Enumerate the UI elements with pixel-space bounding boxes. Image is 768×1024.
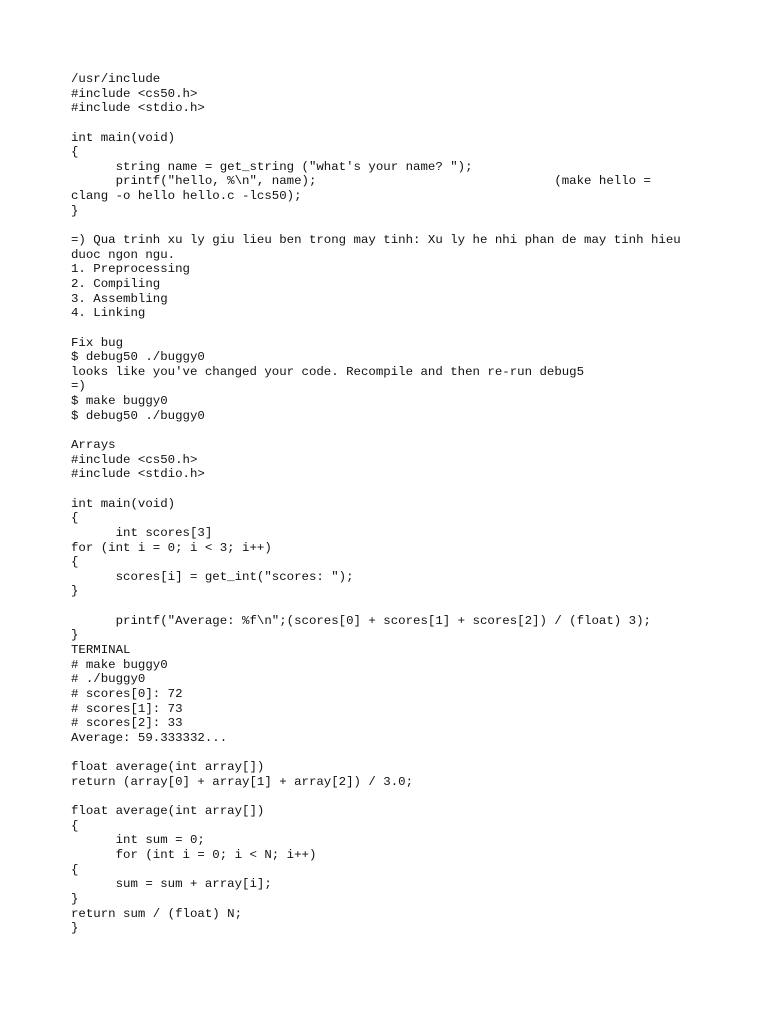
blank-line xyxy=(71,321,751,336)
text-line: sum = sum + array[i]; xyxy=(71,877,272,892)
text-line: { xyxy=(71,511,79,526)
text-line: int main(void) xyxy=(71,496,176,511)
text-line: float average(int array[]) xyxy=(71,804,265,819)
text-line: # scores[0]: 72 xyxy=(71,686,183,701)
blank-line xyxy=(71,789,751,804)
text-line: } xyxy=(71,628,79,643)
text-line: /usr/include xyxy=(71,72,161,86)
text-line: $ make buggy0 xyxy=(71,394,168,409)
blank-line xyxy=(71,218,751,233)
text-line: =) xyxy=(71,379,86,394)
text-line: float average(int array[]) xyxy=(71,760,265,775)
blank-line xyxy=(71,599,751,614)
text-line: } xyxy=(71,203,79,218)
blank-line xyxy=(71,116,751,131)
text-line: int sum = 0; xyxy=(71,833,205,848)
text-line: int scores[3] xyxy=(71,525,213,540)
text-line: printf("hello, %\n", name); (make hello = xyxy=(71,174,651,189)
text-line: duoc ngon ngu. xyxy=(71,247,176,262)
text-line: 1. Preprocessing xyxy=(71,262,190,277)
text-line: #include <cs50.h> xyxy=(71,86,198,101)
text-line: looks like you've changed your code. Recompile and then re-run debug5 xyxy=(71,364,585,379)
text-line: $ debug50 ./buggy0 xyxy=(71,350,205,365)
text-line: #include <cs50.h> xyxy=(71,452,198,467)
text-line: } xyxy=(71,891,79,906)
document-text xyxy=(71,72,751,936)
text-line: #include <stdio.h> xyxy=(71,101,205,116)
text-line: return sum / (float) N; xyxy=(71,906,243,921)
text-line: 3. Assembling xyxy=(71,291,168,306)
text-line: { xyxy=(71,818,79,833)
text-line: { xyxy=(71,862,79,877)
text-line: for (int i = 0; i < 3; i++) xyxy=(71,540,272,555)
text-line: Arrays xyxy=(71,438,116,453)
blank-line xyxy=(71,423,751,438)
text-line: #include <stdio.h> xyxy=(71,467,205,482)
text-line: printf("Average: %f\n";(scores[0] + scores[1] + scores[2]) / (float) 3); xyxy=(71,613,651,628)
text-line: } xyxy=(71,584,79,599)
text-line: string name = get_string ("what's your name? "); xyxy=(71,159,473,174)
text-line: clang -o hello hello.c -lcs50); xyxy=(71,189,302,204)
text-line: for (int i = 0; i < N; i++) xyxy=(71,847,317,862)
text-line: 4. Linking xyxy=(71,306,146,321)
text-line: Average: 59.333332... xyxy=(71,730,228,745)
blank-line xyxy=(71,745,751,760)
text-line: int main(void) xyxy=(71,130,176,145)
text-line: { xyxy=(71,145,79,160)
text-line: Fix bug xyxy=(71,335,124,350)
text-line: TERMINAL xyxy=(71,642,131,657)
text-line: 2. Compiling xyxy=(71,276,161,291)
text-line: { xyxy=(71,555,79,570)
blank-line xyxy=(71,482,751,497)
text-line: } xyxy=(71,921,79,936)
text-line: return (array[0] + array[1] + array[2]) / 3.0; xyxy=(71,774,414,789)
text-line: =) Qua trinh xu ly giu lieu ben trong may tinh: Xu ly he nhi phan de may tinh hieu xyxy=(71,233,681,248)
text-line: $ debug50 ./buggy0 xyxy=(71,408,205,423)
text-line: # scores[1]: 73 xyxy=(71,701,183,716)
text-line: # make buggy0 xyxy=(71,657,168,672)
text-line: # scores[2]: 33 xyxy=(71,716,183,731)
text-line: # ./buggy0 xyxy=(71,672,146,687)
text-line: scores[i] = get_int("scores: "); xyxy=(71,569,354,584)
